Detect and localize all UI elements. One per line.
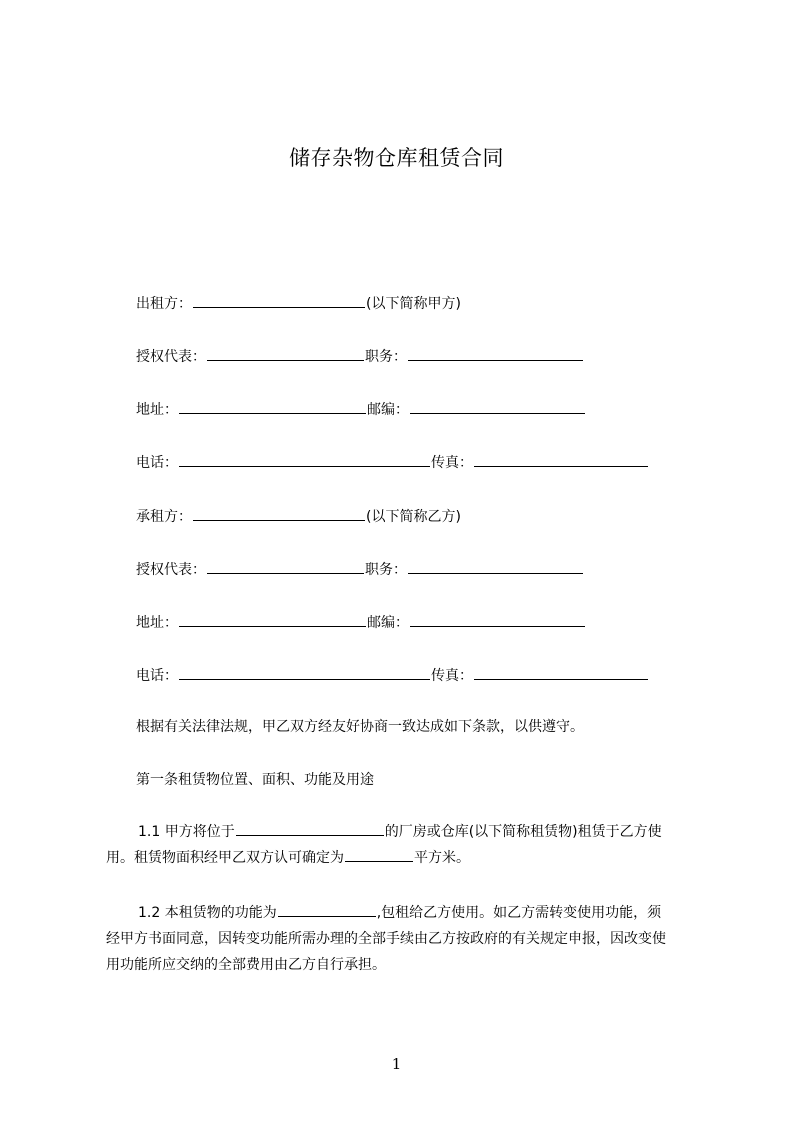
lessor-postcode-blank[interactable]: [410, 399, 585, 414]
lessee-postcode-blank[interactable]: [410, 612, 585, 627]
lessor-address-line: [136, 399, 586, 419]
lessee-address-label: 地址：: [136, 615, 178, 631]
lessee-address-blank[interactable]: [179, 612, 366, 627]
lessee-phone-blank[interactable]: [179, 665, 430, 680]
lessor-name-blank[interactable]: [193, 293, 365, 308]
clause-1-1-part3: 平方米。: [414, 850, 470, 866]
area-blank[interactable]: [345, 847, 413, 862]
lessee-address-line: [136, 612, 586, 632]
location-blank[interactable]: [236, 821, 384, 836]
lessee-party-suffix: (以下简称乙方): [366, 509, 461, 525]
lessor-phone-line: [136, 452, 649, 472]
lessee-phone-label: 电话：: [136, 668, 178, 684]
lessor-fax-label: 传真：: [431, 455, 473, 471]
lessee-rep-blank[interactable]: [207, 559, 364, 574]
document-title: 储存杂物仓库租赁合同: [289, 146, 504, 170]
lessee-position-blank[interactable]: [408, 559, 583, 574]
clause-1-2: [106, 900, 666, 978]
lessor-party-line: [136, 293, 461, 313]
lessee-position-label: 职务：: [365, 562, 407, 578]
lessor-position-label: 职务：: [365, 349, 407, 365]
lessee-phone-line: [136, 665, 649, 685]
lessee-postcode-label: 邮编：: [367, 615, 409, 631]
clause-1-1-part2: 的厂房或仓库(以下简称租赁物)租赁于乙方使用。租赁物面积经甲乙双方认可确定为: [106, 824, 662, 866]
article1-heading: 第一条租赁物位置、面积、功能及用途: [136, 772, 374, 788]
lessee-party-label: 承租方：: [136, 509, 192, 525]
lessor-postcode-label: 邮编：: [367, 402, 409, 418]
clause-1-1: [106, 819, 666, 871]
lessee-fax-blank[interactable]: [474, 665, 648, 680]
lessor-fax-blank[interactable]: [474, 452, 648, 467]
clause-1-1-part1: 1.1 甲方将位于: [138, 824, 235, 840]
lessor-position-blank[interactable]: [408, 346, 583, 361]
lessor-rep-label: 授权代表：: [136, 349, 206, 365]
clause-1-2-part2: ,包租给乙方使用。如乙方需转变使用功能，须经甲方书面同意，因转变功能所需办理的全部手续由乙方按政府的有关规定申报，因改变使用功能所应交纳的全部费用由乙方自行承担。: [106, 905, 666, 973]
lessor-address-blank[interactable]: [179, 399, 366, 414]
lessee-rep-label: 授权代表：: [136, 562, 206, 578]
lessee-name-blank[interactable]: [193, 506, 365, 521]
lessee-rep-line: [136, 559, 584, 579]
lessor-party-label: 出租方：: [136, 296, 192, 312]
lessor-phone-blank[interactable]: [179, 452, 430, 467]
lessee-fax-label: 传真：: [431, 668, 473, 684]
lessor-address-label: 地址：: [136, 402, 178, 418]
clause-1-2-part1: 1.2 本租赁物的功能为: [138, 905, 277, 921]
page-number: 1: [391, 1055, 402, 1073]
lessor-rep-line: [136, 346, 584, 366]
lessor-rep-blank[interactable]: [207, 346, 364, 361]
preamble: 根据有关法律法规，甲乙双方经友好协商一致达成如下条款，以供遵守。: [136, 719, 584, 735]
lessor-party-suffix: (以下简称甲方): [366, 296, 461, 312]
lessor-phone-label: 电话：: [136, 455, 178, 471]
function-blank[interactable]: [278, 902, 376, 917]
lessee-party-line: [136, 506, 461, 526]
